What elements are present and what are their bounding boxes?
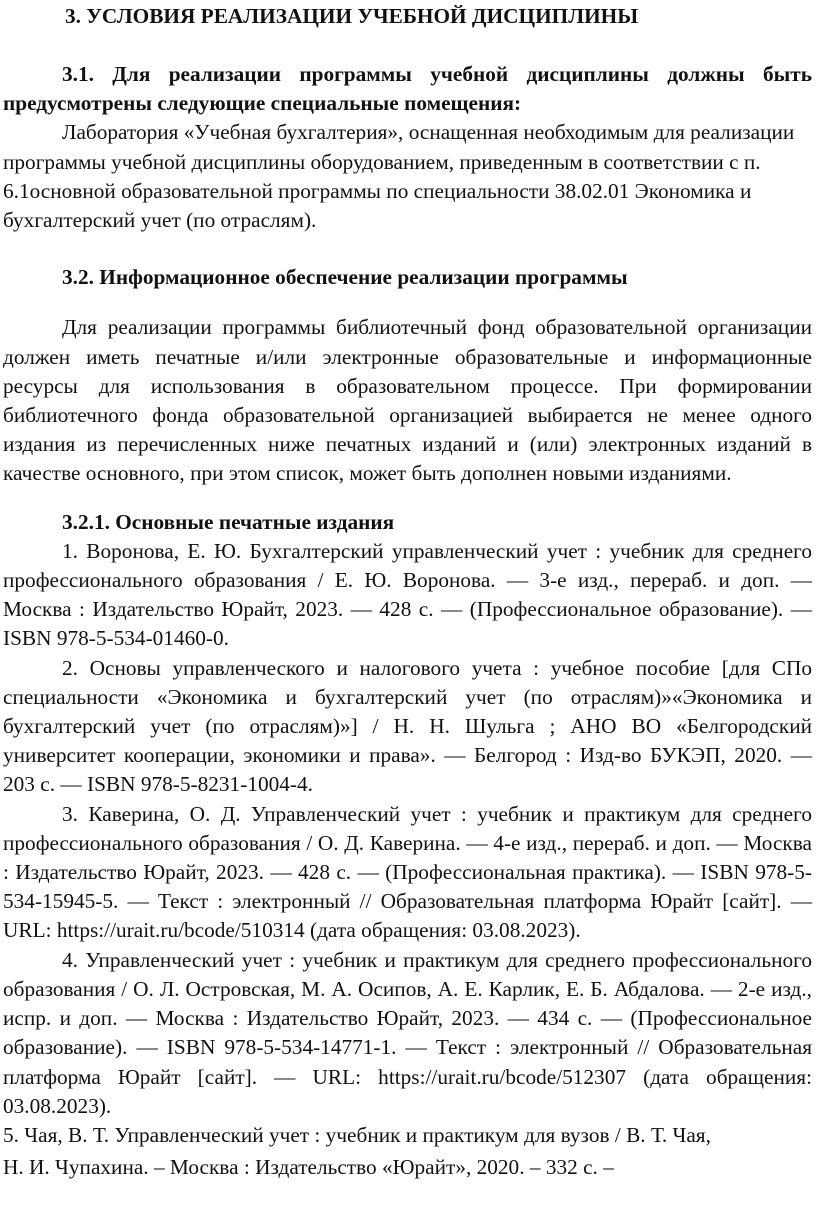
reference-item-1: 1. Воронова, Е. Ю. Бухгалтерский управленческий учет : учебник для среднего профессионального образования / Е. Ю. Воронова. — 3-е изд., перераб. и доп. — Москва : Издательство Юрайт, 2023. — 428 с. — (Профессиональное образование). — ISBN 978-5-534-01460-0. — [3, 538, 812, 651]
spacer — [3, 30, 812, 60]
reference-item-3: 3. Каверина, О. Д. Управленческий учет : учебник и практикум для среднего профессионального образования / О. Д. Каверина. — 4-е изд., перераб. и доп. — Москва : Издательство Юрайт, 2023. — 428 с. — (Профессиональная практика). — ISBN 978-5-534-15945-5. — Текст : электронный // Образовательная платформа Юрайт [сайт]. — URL: https://urait.ru/bcode/510314 (дата обращения: 03.08.2023). — [3, 801, 812, 943]
spacer — [3, 292, 812, 313]
section-3-1-text: Лаборатория «Учебная бухгалтерия», оснащенная необходимым для реализации программы учебной дисциплины оборудованием, приведенным в соответствии с п. 6.1основной образовательной программы по специальности 38.02.01 Экономика и бухгалтерский учет (по отраслям). — [3, 120, 795, 233]
spacer — [3, 235, 812, 263]
spacer — [3, 489, 812, 508]
reference-item-4: 4. Управленческий учет : учебник и практикум для среднего профессионального образования / О. Л. Островская, М. А. Осипов, А. Е. Карлик, Е. Б. Абдалова. — 2-е изд., испр. и доп. — Москва : Издательство Юрайт, 2023. — 434 с. — (Профессиональное образование). — ISBN 978-5-534-14771-1. — Текст : электронный // Образовательная платформа Юрайт [сайт]. — URL: https://urait.ru/bcode/512307 (дата обращения: 03.08.2023). — [3, 947, 812, 1118]
section-title: 3. УСЛОВИЯ РЕАЛИЗАЦИИ УЧЕБНОЙ ДИСЦИПЛИНЫ — [65, 4, 639, 28]
section-3-2-1-heading: 3.2.1. Основные печатные издания — [62, 509, 395, 534]
reference-item-5-line-1: 5. Чая, В. Т. Управленческий учет : учебник и практикум для вузов / В. Т. Чая, — [3, 1122, 711, 1147]
section-3-2-heading: 3.2. Информационное обеспечение реализации программы — [62, 265, 628, 290]
section-3-1-heading: 3.1. Для реализации программы учебной дисциплины должны быть предусмотрены следующие специальные помещения: — [3, 62, 812, 116]
reference-item-5-line-2: Н. И. Чупахина. – Москва : Издательство «Юрайт», 2020. – 332 с. – — [3, 1155, 614, 1180]
reference-item-2: 2. Основы управленческого и налогового учета : учебное пособие [для СПо специальности «Экономика и бухгалтерский учет (по отраслям)»«Экономика и бухгалтерский учет (по отраслям)»] / Н. Н. Шульга ; АНО ВО «Белгородский университет кооперации, экономики и права». — Белгород : Изд-во БУКЭП, 2020. — 203 с. — ISBN 978-5-8231-1004-4. — [3, 655, 812, 797]
section-3-2-text: Для реализации программы библиотечный фонд образовательной организации должен иметь печатные и/или электронные образовательные и информационные ресурсы для использования в образовательном процессе. При формировании библиотечного фонда образовательной организацией выбирается не менее одного издания из перечисленных ниже печатных изданий и (или) электронных изданий в качестве основного, при этом список, может быть дополнен новыми изданиями. — [3, 315, 812, 486]
